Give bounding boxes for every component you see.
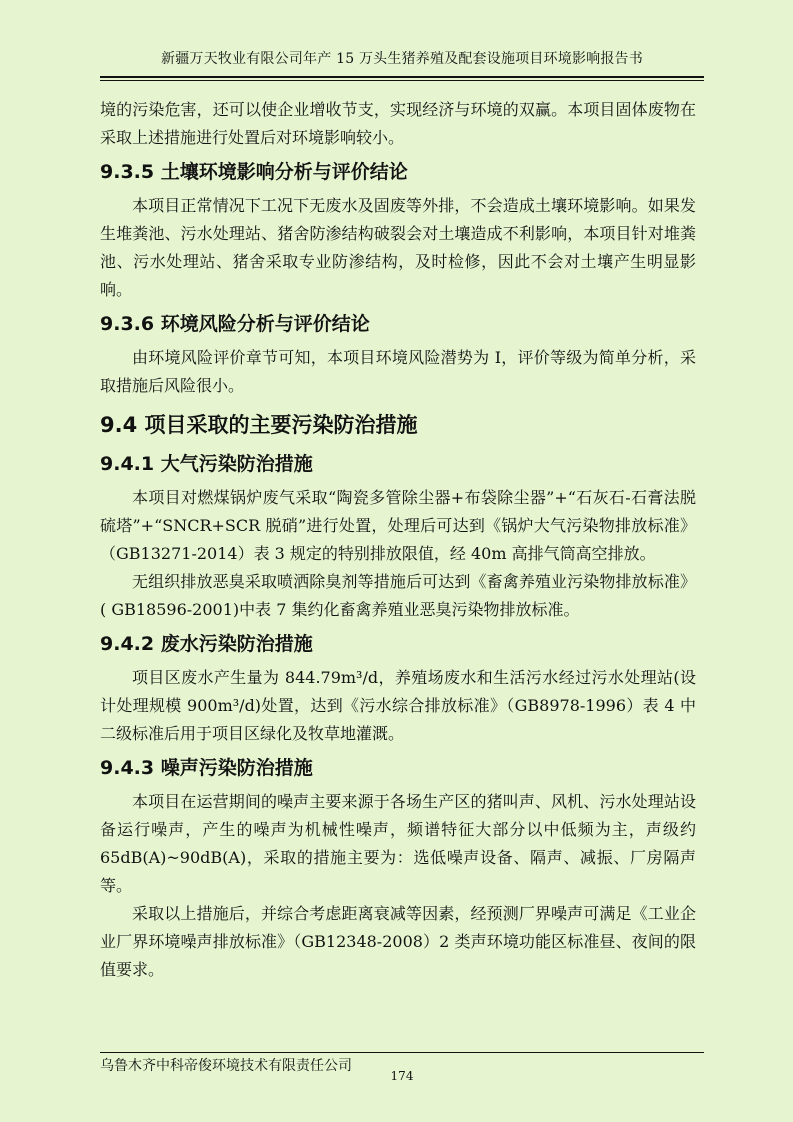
paragraph-noise-sources: 本项目在运营期间的噪声主要来源于各场生产区的猪叫声、风机、污水处理站设备运行噪声，产生的噪声为机械性噪声，频谱特征大部分以中低频为主，声级约 65dB(A)~90dB(A)，采取的措施主要为：选低噪声设备、隔声、减振、厂房隔声等。 [100,792,696,895]
section-heading-9-4-1: 9.4.1 大气污染防治措施 [100,453,313,475]
paragraph-air-boiler: 本项目对燃煤锅炉废气采取“陶瓷多管除尘器+布袋除尘器”+“石灰石-石膏法脱硫塔”+“SNCR+SCR 脱硝”进行处置，处理后可达到《锅炉大气污染物排放标准》（GB13271-2014）表 3 规定的特别排放限值，经 40m 高排气筒高空排放。 [100,488,696,563]
footer-rule [100,1052,704,1053]
paragraph-soil: 本项目正常情况下工况下无废水及固废等外排，不会造成土壤环境影响。如果发生堆粪池、污水处理站、猪舍防渗结构破裂会对土壤造成不利影响，本项目针对堆粪池、污水处理站、猪舍采取专业防渗结构，及时检修，因此不会对土壤产生明显影响。 [100,196,696,299]
header-rule [100,76,704,78]
intro-paragraph: 境的污染危害，还可以使企业增收节支，实现经济与环境的双赢。本项目固体废物在采取上述措施进行处置后对环境影响较小。 [100,100,696,147]
paragraph-risk: 由环境风险评价章节可知，本项目环境风险潜势为 I，评价等级为简单分析，采取措施后风险很小。 [100,348,696,395]
section-heading-9-3-5: 9.3.5 土壤环境影响分析与评价结论 [100,161,408,183]
header-rule-thin [100,80,704,81]
page-number: 174 [390,1069,414,1083]
main-content [100,96,696,984]
section-heading-9-4: 9.4 项目采取的主要污染防治措施 [100,413,418,437]
footer-company: 乌鲁木齐中科帝俊环境技术有限责任公司 [100,1058,352,1074]
section-heading-9-4-2: 9.4.2 废水污染防治措施 [100,633,313,655]
paragraph-wastewater: 项目区废水产生量为 844.79m³/d，养殖场废水和生活污水经过污水处理站(设计处理规模 900m³/d)处置，达到《污水综合排放标准》（GB8978-1996）表 4 中二级标准后用于项目区绿化及牧草地灌溉。 [100,668,696,743]
paragraph-noise-result: 采取以上措施后，并综合考虑距离衰减等因素，经预测厂界噪声可满足《工业企业厂界环境噪声排放标准》（GB12348-2008）2 类声环境功能区标准昼、夜间的限值要求。 [100,904,696,979]
running-header: 新疆万天牧业有限公司年产 15 万头生猪养殖及配套设施项目环境影响报告书 [161,51,643,67]
paragraph-air-odor: 无组织排放恶臭采取喷洒除臭剂等措施后可达到《畜禽养殖业污染物排放标准》( GB18596-2001)中表 7 集约化畜禽养殖业恶臭污染物排放标准。 [100,572,696,619]
section-heading-9-4-3: 9.4.3 噪声污染防治措施 [100,757,313,779]
section-heading-9-3-6: 9.3.6 环境风险分析与评价结论 [100,313,370,335]
